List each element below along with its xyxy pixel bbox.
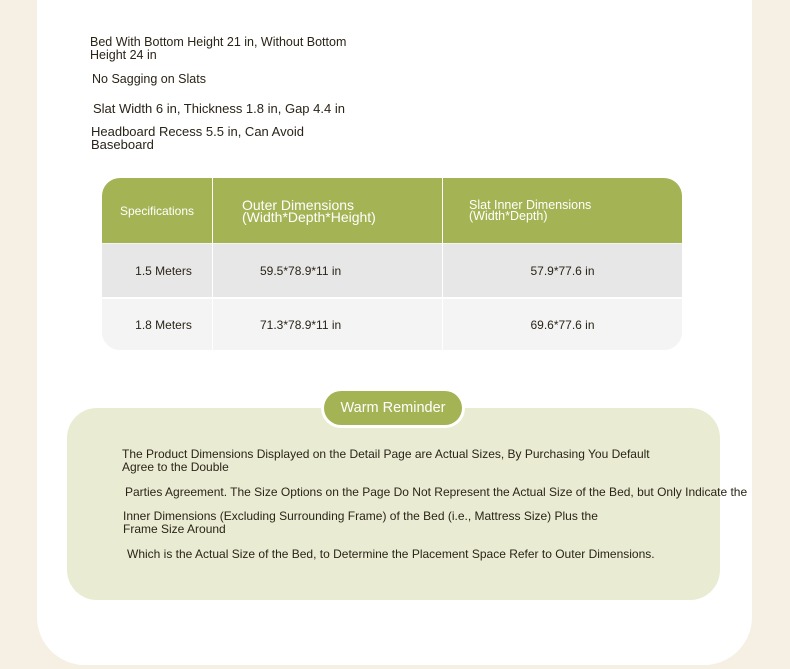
reminder-paragraph [123,510,598,536]
feature-line: Headboard Recess 5.5 in, Can Avoid [91,124,304,139]
reminder-line: The Product Dimensions Displayed on the Detail Page are Actual Sizes, By Purchasing You Default [122,447,650,461]
reminder-paragraph [125,486,747,499]
column-divider [442,178,443,350]
cell-inner: 57.9*77.6 in [530,263,595,278]
reminder-line: Parties Agreement. The Size Options on the Page Do Not Represent the Actual Size of the Bed, but Only Indicate the [125,485,748,499]
cell-outer: 71.3*78.9*11 in [260,317,342,332]
header-label: Outer Dimensions [242,196,355,213]
warm-reminder-badge [321,388,465,428]
header-sublabel: (Width*Depth*Height) [242,208,376,225]
header-slat-inner-dimensions [443,178,682,243]
table-header [102,178,682,243]
column-divider [212,178,213,350]
reminder-line: Frame Size Around [123,522,226,536]
reminder-line: Agree to the Double [122,460,229,474]
header-outer-dimensions [213,178,442,243]
table-row [102,299,682,350]
cell-size: 1.8 Meters [135,317,192,332]
header-label: Specifications [119,203,195,218]
feature-headboard-recess [91,125,331,151]
header-sublabel: (Width*Depth) [469,208,548,223]
cell-size: 1.5 Meters [135,263,192,278]
feature-no-sagging [92,73,206,86]
reminder-line: Inner Dimensions (Excluding Surrounding Frame) of the Bed (i.e., Mattress Size) Plus the [123,509,598,523]
table-row [102,244,682,297]
warm-reminder-title: Warm Reminder [324,391,462,425]
warm-reminder-box [67,408,720,600]
specifications-table [102,178,682,350]
header-specifications [102,178,212,243]
feature-slat-size [93,102,345,115]
feature-line: No Sagging on Slats [92,72,206,86]
feature-line: Bed With Bottom Height 21 in, Without Bottom [90,35,347,49]
header-label: Slat Inner Dimensions [469,197,592,212]
feature-line: Slat Width 6 in, Thickness 1.8 in, Gap 4.4 in [93,101,345,116]
reminder-paragraph [127,548,655,561]
cell-inner: 69.6*77.6 in [530,317,595,332]
feature-line: Height 24 in [90,48,157,62]
cell-outer: 59.5*78.9*11 in [260,263,342,278]
reminder-line: Which is the Actual Size of the Bed, to Determine the Placement Space Refer to Outer Dimensions. [127,547,655,561]
reminder-paragraph [122,448,650,474]
feature-line: Baseboard [91,137,154,152]
feature-bed-height [90,36,360,62]
